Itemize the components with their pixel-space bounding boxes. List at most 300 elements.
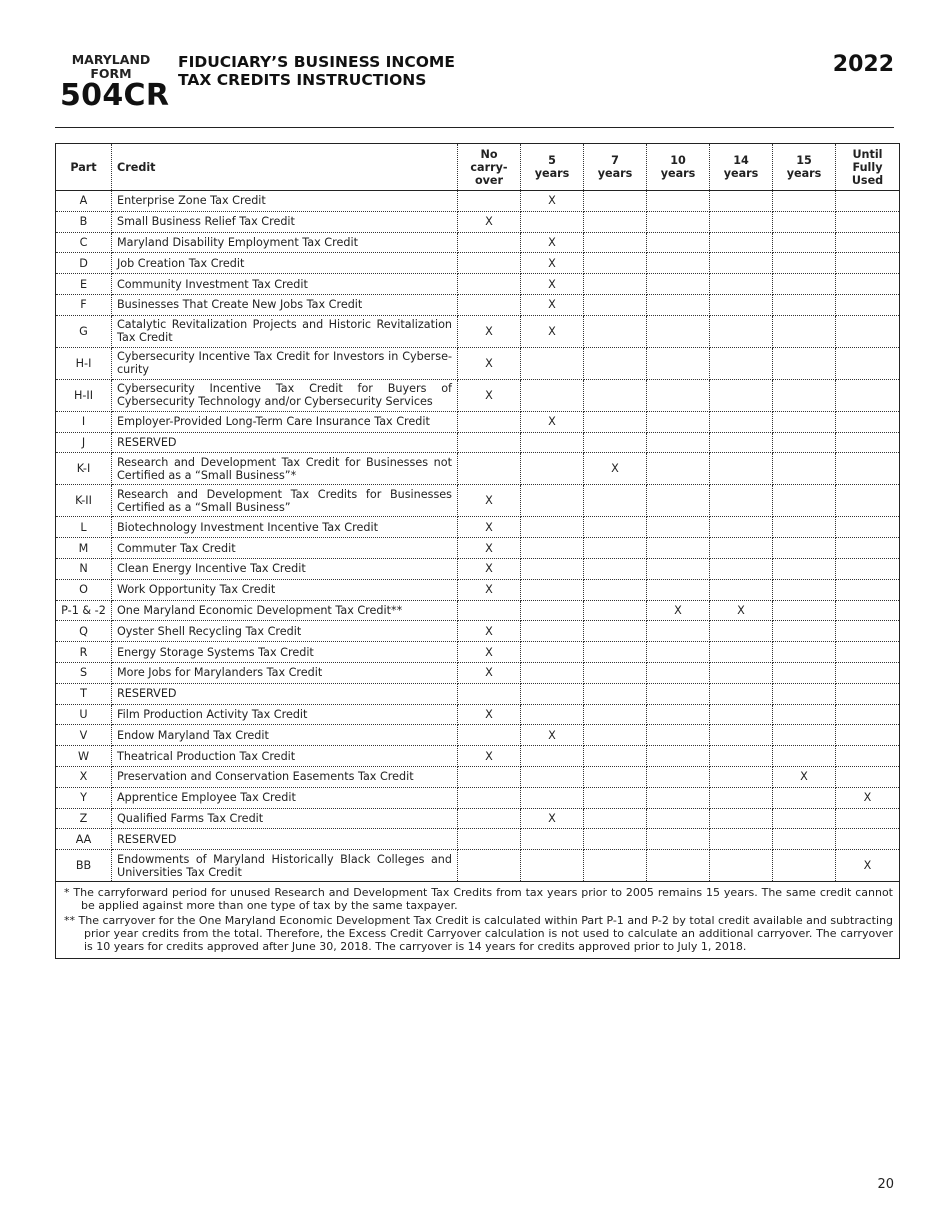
carryover-mark-cell [584, 315, 647, 347]
carryover-mark-cell [710, 808, 773, 829]
credit-name-cell: Small Business Relief Tax Credit [112, 211, 458, 232]
col-header-part: Part [56, 144, 112, 191]
part-cell: Q [56, 621, 112, 642]
carryover-mark-cell [521, 432, 584, 453]
carryover-mark-cell [710, 232, 773, 253]
table-row [56, 315, 900, 347]
carryover-mark-cell [710, 683, 773, 704]
credit-name-cell: Clean Energy Incentive Tax Credit [112, 558, 458, 579]
part-cell: O [56, 579, 112, 600]
carryover-mark-cell [521, 485, 584, 517]
credit-name-cell: Film Production Activity Tax Credit [112, 704, 458, 725]
carryover-mark-cell [647, 766, 710, 787]
carryover-mark-cell [710, 829, 773, 850]
credit-name-cell: RESERVED [112, 829, 458, 850]
carryover-mark-cell [647, 725, 710, 746]
carryover-mark-cell [458, 411, 521, 432]
part-cell: A [56, 191, 112, 212]
header-line: 10 [670, 154, 686, 167]
carryover-mark-cell [521, 662, 584, 683]
carryover-mark-cell [647, 558, 710, 579]
credit-name-cell: Endowments of Maryland Historically Black Colleges and Universities Tax Credit [112, 850, 458, 882]
part-cell: X [56, 766, 112, 787]
carryover-mark-cell [836, 517, 900, 538]
carryover-mark-cell [458, 600, 521, 621]
carryover-mark-cell [773, 621, 836, 642]
header-line: 5 [548, 154, 556, 167]
credit-name-cell: Research and Development Tax Credits for Businesses Certified as a “Small Business” [112, 485, 458, 517]
header-line: years [534, 167, 570, 180]
carryover-mark-cell [836, 725, 900, 746]
carryover-mark-cell [710, 453, 773, 485]
carryover-mark-cell [584, 787, 647, 808]
part-cell: Z [56, 808, 112, 829]
credit-name-cell: Cybersecurity Incentive Tax Credit for Buyers of Cybersecurity Technology and/or Cybersecurity Services [112, 379, 458, 411]
credit-name-cell: Oyster Shell Recycling Tax Credit [112, 621, 458, 642]
table-row [56, 787, 900, 808]
carryover-mark-cell [584, 253, 647, 274]
carryover-mark-cell [836, 315, 900, 347]
carryover-mark-cell [773, 211, 836, 232]
carryover-mark-cell: X [521, 232, 584, 253]
table-row [56, 600, 900, 621]
header-line: No [480, 147, 498, 161]
carryover-mark-cell [773, 232, 836, 253]
carryover-mark-cell [836, 379, 900, 411]
credit-name-cell: Catalytic Revitalization Projects and Historic Revitalization Tax Credit [112, 315, 458, 347]
form-label-state: MARYLAND [71, 52, 151, 67]
carryover-mark-cell [710, 558, 773, 579]
form-label-word: FORM [90, 66, 132, 81]
carryover-mark-cell [773, 379, 836, 411]
carryover-mark-cell [584, 538, 647, 559]
carryover-mark-cell [836, 704, 900, 725]
carryover-mark-cell [836, 829, 900, 850]
carryover-mark-cell [584, 294, 647, 315]
carryover-mark-cell [836, 485, 900, 517]
carryover-mark-cell [710, 211, 773, 232]
table-row [56, 621, 900, 642]
carryover-mark-cell [647, 621, 710, 642]
carryover-mark-cell [773, 662, 836, 683]
carryover-mark-cell [647, 253, 710, 274]
carryover-mark-cell [647, 411, 710, 432]
table-row [56, 232, 900, 253]
table-row [56, 517, 900, 538]
table-row [56, 294, 900, 315]
carryover-mark-cell [836, 746, 900, 767]
carryover-mark-cell [836, 191, 900, 212]
form-label [60, 53, 162, 81]
carryover-mark-cell [773, 558, 836, 579]
credit-name-cell: RESERVED [112, 432, 458, 453]
form-number: 504CR [60, 78, 170, 113]
carryover-mark-cell [773, 411, 836, 432]
carryover-mark-cell [458, 191, 521, 212]
header-line: years [597, 167, 633, 180]
credit-name-cell: Work Opportunity Tax Credit [112, 579, 458, 600]
table-row [56, 274, 900, 295]
carryover-mark-cell [458, 829, 521, 850]
carryover-mark-cell [647, 579, 710, 600]
carryover-mark-cell [584, 211, 647, 232]
carryover-mark-cell [584, 274, 647, 295]
carryover-mark-cell [647, 683, 710, 704]
carryover-mark-cell [458, 766, 521, 787]
part-cell: S [56, 662, 112, 683]
header-line: over [474, 173, 504, 187]
carryover-mark-cell [521, 600, 584, 621]
carryover-mark-cell [458, 808, 521, 829]
part-cell: F [56, 294, 112, 315]
carryover-mark-cell [773, 538, 836, 559]
carryover-mark-cell: X [836, 850, 900, 882]
carryover-mark-cell [710, 253, 773, 274]
carryover-mark-cell [584, 411, 647, 432]
carryover-mark-cell [773, 294, 836, 315]
carryover-mark-cell: X [458, 538, 521, 559]
table-row [56, 453, 900, 485]
carryover-mark-cell [773, 850, 836, 882]
carryover-mark-cell [836, 274, 900, 295]
carryover-mark-cell [773, 746, 836, 767]
part-cell: B [56, 211, 112, 232]
carryover-mark-cell [458, 253, 521, 274]
carryover-mark-cell: X [458, 558, 521, 579]
credits-table [55, 143, 900, 959]
carryover-mark-cell [584, 808, 647, 829]
carryover-mark-cell [458, 683, 521, 704]
carryover-mark-cell [647, 485, 710, 517]
carryover-mark-cell [584, 662, 647, 683]
carryover-mark-cell [458, 432, 521, 453]
part-cell: D [56, 253, 112, 274]
carryover-mark-cell [710, 379, 773, 411]
tax-year: 2022 [832, 52, 894, 77]
carryover-mark-cell [521, 642, 584, 663]
credit-name-cell: RESERVED [112, 683, 458, 704]
carryover-mark-cell [710, 725, 773, 746]
table-row [56, 432, 900, 453]
credit-name-cell: Qualified Farms Tax Credit [112, 808, 458, 829]
carryover-mark-cell [584, 766, 647, 787]
col-header-no-carryover [458, 144, 521, 191]
table-row [56, 683, 900, 704]
carryover-mark-cell [584, 829, 647, 850]
part-cell: J [56, 432, 112, 453]
carryover-mark-cell [773, 579, 836, 600]
part-cell: G [56, 315, 112, 347]
part-cell: U [56, 704, 112, 725]
carryover-mark-cell [836, 211, 900, 232]
part-cell: H-II [56, 379, 112, 411]
part-cell: P-1 & -2 [56, 600, 112, 621]
carryover-mark-cell [836, 432, 900, 453]
part-cell: M [56, 538, 112, 559]
carryover-mark-cell [521, 538, 584, 559]
part-cell: W [56, 746, 112, 767]
carryover-mark-cell [710, 294, 773, 315]
carryover-mark-cell [710, 485, 773, 517]
part-cell: R [56, 642, 112, 663]
table-row [56, 379, 900, 411]
carryover-mark-cell [521, 558, 584, 579]
header-line: years [786, 167, 822, 180]
carryover-mark-cell [773, 191, 836, 212]
table-row [56, 642, 900, 663]
carryover-mark-cell [521, 683, 584, 704]
carryover-mark-cell [584, 704, 647, 725]
table-row [56, 850, 900, 882]
carryover-mark-cell [710, 642, 773, 663]
carryover-mark-cell [647, 642, 710, 663]
credit-name-cell: More Jobs for Marylanders Tax Credit [112, 662, 458, 683]
part-cell: E [56, 274, 112, 295]
carryover-mark-cell [836, 600, 900, 621]
part-cell: L [56, 517, 112, 538]
carryover-mark-cell [836, 808, 900, 829]
credit-name-cell: Preservation and Conservation Easements Tax Credit [112, 766, 458, 787]
credit-name-cell: Enterprise Zone Tax Credit [112, 191, 458, 212]
carryover-mark-cell: X [458, 315, 521, 347]
carryover-mark-cell [710, 766, 773, 787]
carryover-mark-cell [647, 787, 710, 808]
header-line: Fully [852, 160, 883, 174]
carryover-mark-cell [773, 808, 836, 829]
carryover-mark-cell [836, 642, 900, 663]
part-cell: V [56, 725, 112, 746]
carryover-mark-cell [773, 485, 836, 517]
table-row [56, 211, 900, 232]
header-line: years [723, 167, 759, 180]
carryover-mark-cell [710, 850, 773, 882]
carryover-mark-cell: X [521, 274, 584, 295]
part-cell: N [56, 558, 112, 579]
carryover-mark-cell: X [521, 191, 584, 212]
table-row [56, 411, 900, 432]
part-cell: H-I [56, 347, 112, 379]
carryover-mark-cell [836, 558, 900, 579]
carryover-mark-cell [458, 232, 521, 253]
carryover-mark-cell [584, 485, 647, 517]
carryover-mark-cell [710, 274, 773, 295]
carryover-mark-cell [647, 274, 710, 295]
table-header-row [56, 144, 900, 191]
footnote-2: ** The carryover for the One Maryland Economic Development Tax Credit is calculated within Part P-1 and P-2 by total credit available and subtracting prior year credits from the total. Therefore, the Excess Credit Carryover calculation is not used to calculate an additional carryover. The carryover is 10 years for credits approved after June 30, 2018. The carryover is 14 years for credits approved prior to July 1, 2018. [64, 913, 893, 953]
carryover-mark-cell: X [458, 746, 521, 767]
carryover-mark-cell [521, 829, 584, 850]
carryover-mark-cell [836, 347, 900, 379]
part-cell: Y [56, 787, 112, 808]
credit-name-cell: One Maryland Economic Development Tax Credit** [112, 600, 458, 621]
carryover-mark-cell [521, 621, 584, 642]
carryover-mark-cell: X [521, 315, 584, 347]
carryover-mark-cell [836, 621, 900, 642]
carryover-mark-cell [584, 579, 647, 600]
header-divider [55, 127, 894, 128]
carryover-mark-cell [773, 315, 836, 347]
credit-name-cell: Biotechnology Investment Incentive Tax Credit [112, 517, 458, 538]
table-row [56, 558, 900, 579]
carryover-mark-cell [584, 683, 647, 704]
carryover-mark-cell [773, 453, 836, 485]
carryover-mark-cell: X [458, 347, 521, 379]
table-row [56, 662, 900, 683]
credit-name-cell: Community Investment Tax Credit [112, 274, 458, 295]
carryover-mark-cell [710, 662, 773, 683]
part-cell: K-II [56, 485, 112, 517]
carryover-mark-cell: X [458, 662, 521, 683]
carryover-mark-cell [773, 517, 836, 538]
carryover-mark-cell [710, 621, 773, 642]
header-line: Used [851, 173, 884, 187]
carryover-mark-cell: X [458, 517, 521, 538]
carryover-mark-cell: X [710, 600, 773, 621]
table-row [56, 704, 900, 725]
notes-row [56, 882, 900, 959]
part-cell: AA [56, 829, 112, 850]
carryover-mark-cell [647, 191, 710, 212]
carryover-mark-cell [521, 766, 584, 787]
carryover-mark-cell [458, 850, 521, 882]
table-row [56, 253, 900, 274]
carryover-mark-cell [773, 725, 836, 746]
carryover-mark-cell [521, 347, 584, 379]
carryover-mark-cell [710, 704, 773, 725]
carryover-mark-cell [836, 538, 900, 559]
part-cell: C [56, 232, 112, 253]
part-cell: K-I [56, 453, 112, 485]
carryover-mark-cell [710, 787, 773, 808]
carryover-mark-cell [584, 746, 647, 767]
title-line-1: FIDUCIARY’S BUSINESS INCOME [178, 53, 455, 71]
carryover-mark-cell [584, 347, 647, 379]
carryover-mark-cell [458, 274, 521, 295]
carryover-mark-cell [521, 787, 584, 808]
carryover-mark-cell [458, 294, 521, 315]
part-cell: T [56, 683, 112, 704]
carryover-mark-cell [710, 746, 773, 767]
col-header-credit: Credit [112, 144, 458, 191]
carryover-mark-cell [647, 704, 710, 725]
carryover-mark-cell [836, 294, 900, 315]
carryover-mark-cell [836, 232, 900, 253]
part-cell: BB [56, 850, 112, 882]
carryover-mark-cell [836, 579, 900, 600]
page-number: 20 [877, 1177, 894, 1192]
carryover-mark-cell [584, 191, 647, 212]
carryover-mark-cell [710, 538, 773, 559]
carryover-mark-cell [710, 315, 773, 347]
credit-name-cell: Energy Storage Systems Tax Credit [112, 642, 458, 663]
carryover-mark-cell [836, 453, 900, 485]
carryover-mark-cell [710, 347, 773, 379]
carryover-mark-cell [647, 538, 710, 559]
table-row [56, 347, 900, 379]
carryover-mark-cell [521, 453, 584, 485]
carryover-mark-cell: X [836, 787, 900, 808]
table-body [56, 191, 900, 882]
carryover-mark-cell [458, 787, 521, 808]
carryover-mark-cell [458, 725, 521, 746]
carryover-mark-cell: X [521, 808, 584, 829]
carryover-mark-cell [521, 704, 584, 725]
carryover-mark-cell [584, 379, 647, 411]
carryover-mark-cell [521, 517, 584, 538]
col-header-14-years [710, 144, 773, 191]
carryover-mark-cell [836, 253, 900, 274]
header-line: Until [852, 147, 883, 161]
carryover-mark-cell [647, 232, 710, 253]
footnotes [56, 882, 900, 959]
part-cell: I [56, 411, 112, 432]
carryover-mark-cell: X [521, 253, 584, 274]
credit-name-cell: Commuter Tax Credit [112, 538, 458, 559]
carryover-mark-cell [710, 517, 773, 538]
header-line: carry- [470, 160, 508, 174]
carryover-mark-cell [584, 621, 647, 642]
carryover-mark-cell [773, 253, 836, 274]
carryover-mark-cell [710, 411, 773, 432]
carryover-mark-cell: X [521, 725, 584, 746]
carryover-mark-cell [773, 704, 836, 725]
footnote-1: * The carryforward period for unused Research and Development Tax Credits from tax years prior to 2005 remains 15 years. The same credit cannot be applied against more than one type of tax by the same taxpayer. [64, 886, 893, 913]
carryover-mark-cell [521, 850, 584, 882]
carryover-mark-cell [710, 191, 773, 212]
carryover-mark-cell [647, 808, 710, 829]
col-header-15-years [773, 144, 836, 191]
carryover-mark-cell: X [647, 600, 710, 621]
credit-name-cell: Maryland Disability Employment Tax Credit [112, 232, 458, 253]
carryover-mark-cell [836, 662, 900, 683]
credit-name-cell: Job Creation Tax Credit [112, 253, 458, 274]
carryover-mark-cell: X [458, 579, 521, 600]
carryover-mark-cell [647, 315, 710, 347]
table-row [56, 579, 900, 600]
carryover-mark-cell [773, 432, 836, 453]
carryover-mark-cell: X [521, 294, 584, 315]
header-line: 7 [611, 154, 619, 167]
credit-name-cell: Businesses That Create New Jobs Tax Credit [112, 294, 458, 315]
carryover-mark-cell [836, 766, 900, 787]
table-row [56, 485, 900, 517]
col-header-5-years [521, 144, 584, 191]
header-line: years [660, 167, 696, 180]
carryover-mark-cell: X [458, 379, 521, 411]
carryover-mark-cell [647, 829, 710, 850]
carryover-mark-cell: X [458, 621, 521, 642]
credit-name-cell: Apprentice Employee Tax Credit [112, 787, 458, 808]
credit-name-cell: Employer-Provided Long-Term Care Insurance Tax Credit [112, 411, 458, 432]
header-line: 14 [733, 154, 749, 167]
table-row [56, 829, 900, 850]
carryover-mark-cell [647, 347, 710, 379]
carryover-mark-cell [773, 787, 836, 808]
carryover-mark-cell [521, 746, 584, 767]
carryover-mark-cell [584, 232, 647, 253]
carryover-mark-cell [836, 411, 900, 432]
carryover-mark-cell [584, 642, 647, 663]
carryover-mark-cell [836, 683, 900, 704]
table-row [56, 766, 900, 787]
carryover-mark-cell [647, 746, 710, 767]
carryover-mark-cell: X [458, 642, 521, 663]
carryover-mark-cell [647, 211, 710, 232]
carryover-mark-cell [773, 274, 836, 295]
page-title [178, 53, 455, 89]
carryover-mark-cell [584, 558, 647, 579]
carryover-mark-cell [584, 725, 647, 746]
